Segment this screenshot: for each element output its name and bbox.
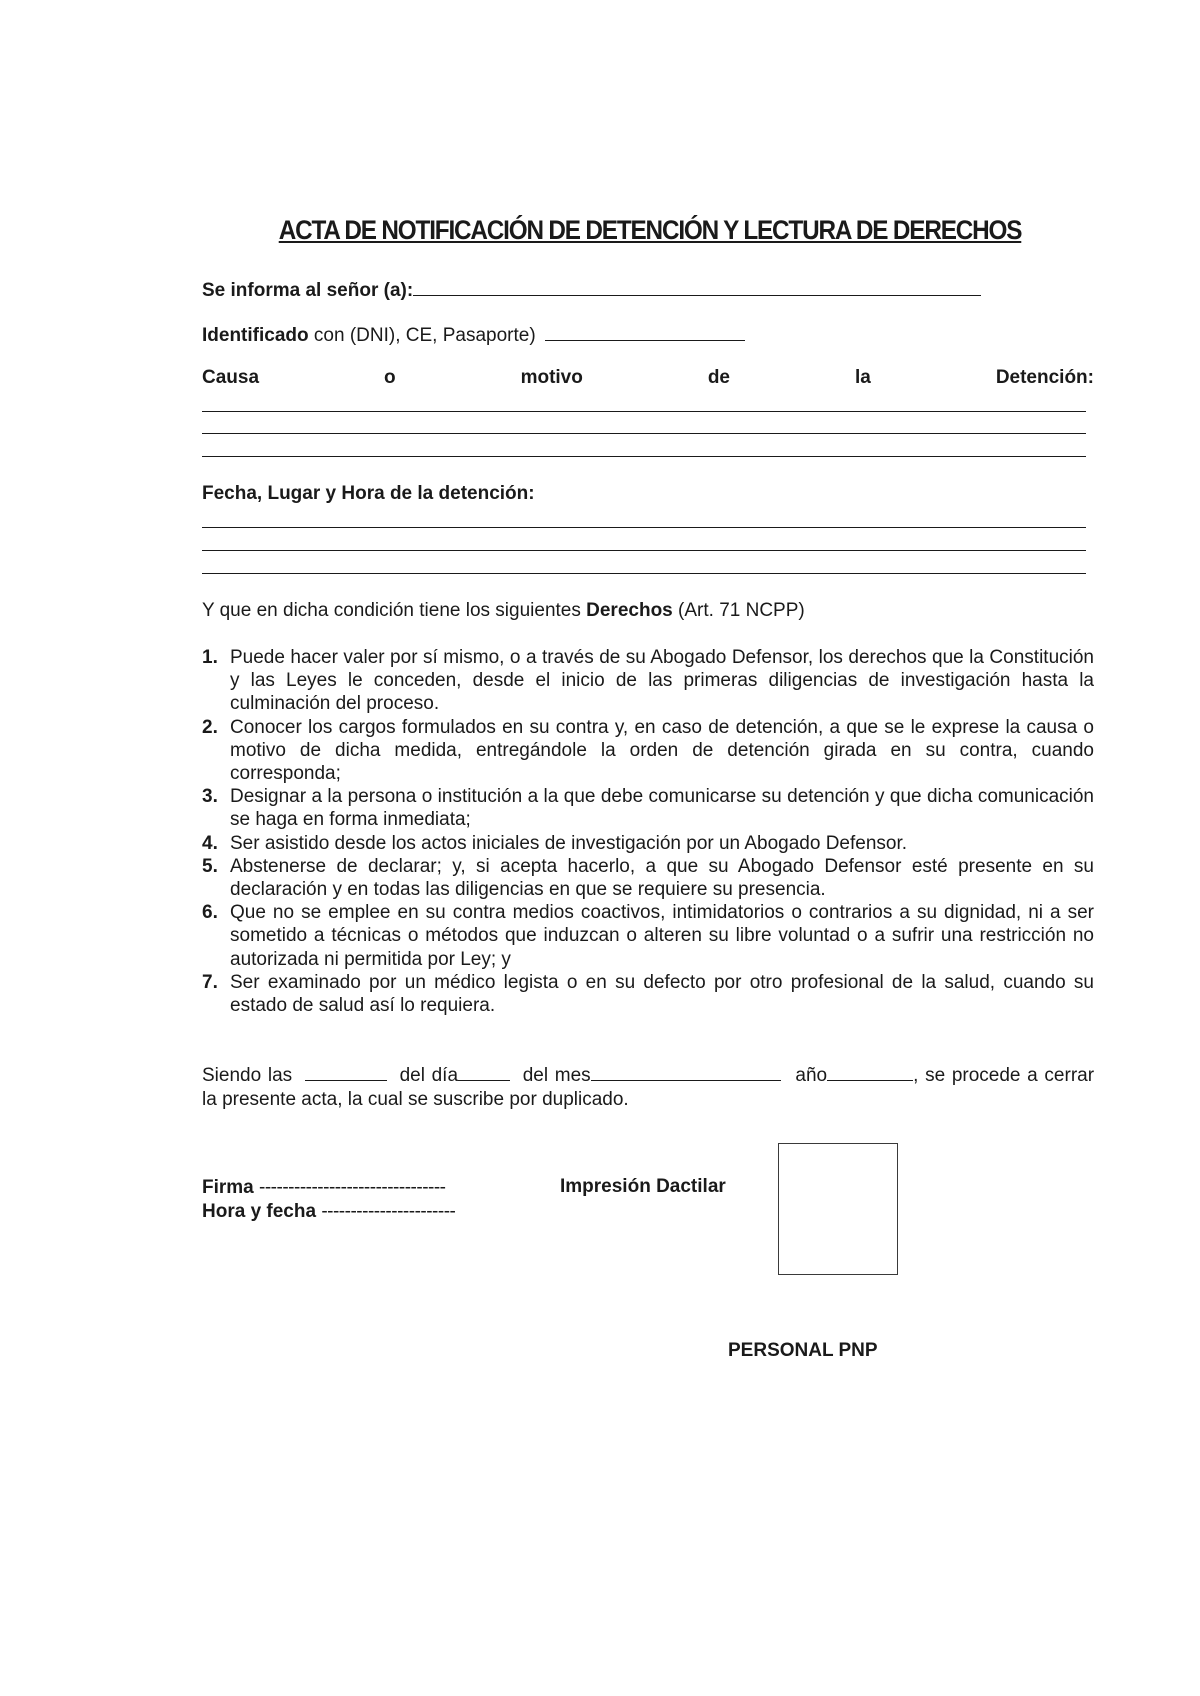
list-number: 6. (202, 902, 218, 924)
informa-label: Se informa al señor (a): (202, 280, 414, 301)
list-text: Ser asistido desde los actos iniciales de investigación por un Abogado Defensor. (230, 832, 908, 854)
list-number: 3. (202, 786, 218, 808)
list-number: 1. (202, 647, 218, 668)
list-text: Que no se emplee en su contra medios coactivos, intimidatorios o contrarios a su dignidad, ni a ser sometido a técnicas o métodos que induzcan o alteren su libre voluntad o a sufrir una restricción no autorizada ni permitida por Ley; y (230, 902, 1094, 970)
firma-row[interactable] (202, 1176, 455, 1200)
hora-fecha-label: Hora y fecha (202, 1200, 317, 1222)
fecha-line-3[interactable] (202, 573, 1086, 574)
identificado-doc-types: con (DNI), CE, Pasaporte) (308, 325, 536, 346)
firma-label: Firma (202, 1177, 254, 1198)
derechos-heading: Derechos (586, 600, 673, 621)
list-text: Puede hacer valer por sí mismo, o a través de su Abogado Defensor, los derechos que la Constitución y las Leyes le conceden, desde el inicio de las primeras diligencias de investigación hasta la culminación del proceso. (230, 647, 1094, 715)
fingerprint-box[interactable] (778, 1143, 898, 1275)
causa-word: Detención: (995, 367, 1094, 388)
closing-procede: , se procede a cerrar la presente acta, la cual se suscribe por duplicado. (202, 1065, 1095, 1110)
nombre-field[interactable] (413, 277, 981, 296)
closing-dia: del día (399, 1065, 459, 1086)
signature-block (202, 1176, 455, 1223)
list-number: 4. (202, 832, 218, 854)
anio-field[interactable] (827, 1064, 913, 1081)
causa-line-2[interactable] (202, 433, 1086, 434)
causa-line-1[interactable] (202, 411, 1086, 412)
list-item (202, 971, 1094, 1017)
fecha-line-2[interactable] (202, 550, 1086, 551)
causa-word: o (384, 367, 396, 388)
personal-pnp-label: PERSONAL PNP (728, 1340, 878, 1361)
list-text: Abstenerse de declarar; y, si acepta hacerlo, a que su Abogado Defensor esté presente en su declaración y en todas las diligencias en que se requiere su presencia. (230, 855, 1094, 901)
causa-word: Causa (202, 367, 260, 388)
list-item (202, 855, 1094, 901)
causa-line-3[interactable] (202, 456, 1086, 457)
list-number: 7. (202, 971, 218, 993)
mes-field[interactable] (591, 1064, 781, 1081)
list-number: 5. (202, 855, 218, 877)
list-item (202, 832, 1094, 855)
fecha-label: Fecha, Lugar y Hora de la detención: (202, 483, 535, 504)
list-text: Designar a la persona o institución a la que debe comunicarse su detención y que dicha comunicación se haga en forma inmediata; (230, 786, 1094, 831)
dia-field[interactable] (458, 1064, 510, 1081)
rights-list (202, 646, 1094, 1017)
identificado-label: Identificado (202, 325, 309, 346)
informa-row (202, 277, 981, 302)
firma-line: -------------------------------- (259, 1177, 446, 1198)
hora-field[interactable] (305, 1064, 387, 1081)
closing-siendo: Siendo las (202, 1065, 293, 1086)
list-text: Ser examinado por un médico legista o en su defecto por otro profesional de la salud, cuando su estado de salud así lo requiera. (230, 971, 1094, 1017)
list-item (202, 716, 1094, 786)
causa-word: de (707, 367, 731, 388)
closing-paragraph (202, 1064, 1094, 1111)
list-item (202, 785, 1094, 831)
derechos-intro (202, 600, 805, 622)
list-item (202, 901, 1094, 971)
list-item (202, 646, 1094, 716)
identificado-row (202, 322, 745, 347)
derechos-article: (Art. 71 NCPP) (672, 600, 805, 621)
documento-field[interactable] (545, 322, 745, 341)
closing-mes: del mes (522, 1065, 591, 1086)
hora-fecha-row[interactable] (202, 1200, 455, 1224)
causa-word: la (854, 367, 871, 388)
list-text: Conocer los cargos formulados en su contra y, en caso de detención, a que se le exprese la causa o motivo de dicha medida, entregándole la orden de detención girada en su contra, cuando corresponda; (230, 716, 1094, 785)
list-number: 2. (202, 716, 218, 738)
hora-fecha-line: ----------------------- (321, 1200, 456, 1222)
derechos-intro-text: Y que en dicha condición tiene los siguientes (202, 600, 587, 621)
causa-word: motivo (520, 367, 583, 388)
causa-row (202, 367, 1094, 389)
fecha-line-1[interactable] (202, 527, 1086, 528)
impresion-dactilar-label: Impresión Dactilar (560, 1176, 726, 1197)
closing-anio: año (795, 1065, 828, 1086)
document-title: ACTA DE NOTIFICACIÓN DE DETENCIÓN Y LECTURA DE DERECHOS (278, 215, 1022, 245)
